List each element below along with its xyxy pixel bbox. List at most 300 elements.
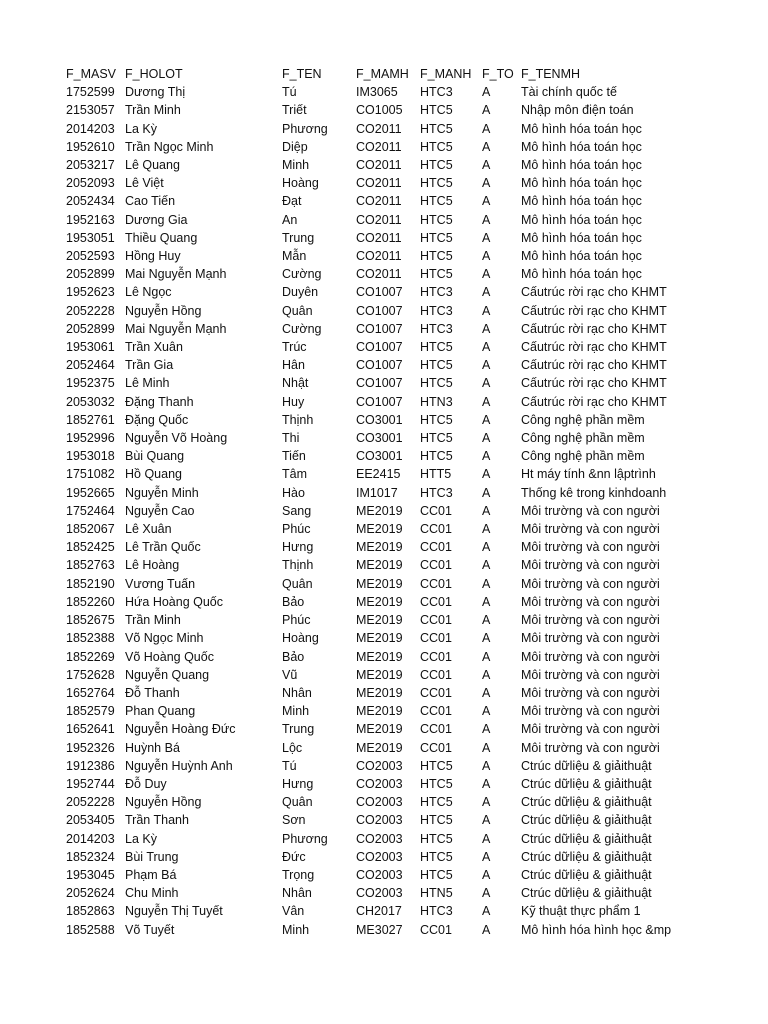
- cell-tenmh: Công nghệ phần mềm: [521, 449, 645, 464]
- cell-manh: CC01: [420, 922, 452, 937]
- cell-ten: Hưng: [282, 776, 314, 791]
- table-row: [66, 520, 691, 538]
- cell-masv: 2053032: [66, 394, 115, 409]
- cell-tenmh: Ctrúc dữliệu & giảithuật: [521, 831, 652, 846]
- cell-to: A: [482, 103, 491, 118]
- table-row: [66, 174, 691, 192]
- cell-holot: Thiều Quang: [125, 230, 198, 245]
- cell-manh: HTC5: [420, 358, 453, 373]
- cell-tenmh: Môi trường và con người: [521, 685, 660, 700]
- cell-tenmh: Mô hình hóa toán học: [521, 212, 642, 227]
- cell-to: A: [482, 613, 491, 628]
- cell-holot: Võ Ngọc Minh: [125, 631, 204, 646]
- cell-masv: 1652764: [66, 685, 115, 700]
- cell-manh: CC01: [420, 522, 452, 537]
- cell-ten: Huy: [282, 394, 305, 409]
- cell-holot: La Kỳ: [125, 121, 157, 136]
- cell-to: A: [482, 722, 491, 737]
- cell-mamh: CO1007: [356, 340, 403, 355]
- cell-mamh: ME2019: [356, 540, 403, 555]
- cell-manh: HTC5: [420, 267, 453, 282]
- cell-masv: 1912386: [66, 758, 115, 773]
- cell-masv: 2153057: [66, 103, 115, 118]
- cell-to: A: [482, 340, 491, 355]
- cell-mamh: CO3001: [356, 449, 403, 464]
- cell-masv: 2052899: [66, 267, 115, 282]
- cell-tenmh: Môi trường và con người: [521, 540, 660, 555]
- cell-mamh: CO2003: [356, 813, 403, 828]
- cell-mamh: CO2011: [356, 158, 402, 173]
- table-row: [66, 211, 691, 229]
- cell-masv: 2053405: [66, 813, 115, 828]
- table-row: [66, 793, 691, 811]
- cell-mamh: ME2019: [356, 667, 403, 682]
- column-header-manh: F_MANH: [420, 67, 472, 81]
- cell-to: A: [482, 522, 491, 537]
- cell-tenmh: Môi trường và con người: [521, 649, 660, 664]
- cell-manh: CC01: [420, 704, 452, 719]
- spreadsheet-page: [66, 65, 691, 939]
- cell-manh: HTC5: [420, 813, 453, 828]
- table-row: [66, 902, 691, 920]
- table-row: [66, 884, 691, 902]
- cell-manh: HTC5: [420, 849, 453, 864]
- cell-to: A: [482, 631, 491, 646]
- cell-mamh: ME2019: [356, 722, 403, 737]
- cell-masv: 1852579: [66, 704, 115, 719]
- cell-tenmh: Môi trường và con người: [521, 667, 660, 682]
- cell-holot: Nguyễn Cao: [125, 503, 195, 518]
- cell-tenmh: Cấutrúc rời rạc cho KHMT: [521, 285, 667, 300]
- cell-masv: 1952623: [66, 285, 115, 300]
- cell-tenmh: Cấutrúc rời rạc cho KHMT: [521, 358, 667, 373]
- cell-manh: HTC5: [420, 176, 453, 191]
- cell-to: A: [482, 576, 491, 591]
- cell-to: A: [482, 886, 491, 901]
- table-row: [66, 465, 691, 483]
- cell-to: A: [482, 740, 491, 755]
- cell-ten: Lộc: [282, 740, 303, 755]
- cell-manh: CC01: [420, 667, 452, 682]
- cell-masv: 1952326: [66, 740, 115, 755]
- cell-mamh: CO2003: [356, 849, 403, 864]
- cell-masv: 1852190: [66, 576, 115, 591]
- cell-manh: CC01: [420, 685, 452, 700]
- cell-masv: 1952744: [66, 776, 115, 791]
- cell-holot: Huỳnh Bá: [125, 740, 180, 755]
- cell-mamh: ME2019: [356, 613, 403, 628]
- cell-ten: Diệp: [282, 139, 308, 154]
- table-row: [66, 229, 691, 247]
- table-row: [66, 356, 691, 374]
- cell-ten: Trọng: [282, 867, 315, 882]
- cell-tenmh: Mô hình hóa toán học: [521, 158, 642, 173]
- cell-holot: Bùi Quang: [125, 449, 185, 464]
- cell-to: A: [482, 467, 491, 482]
- cell-masv: 2052228: [66, 795, 115, 810]
- cell-mamh: CO3001: [356, 431, 403, 446]
- cell-manh: CC01: [420, 613, 452, 628]
- cell-ten: Thịnh: [282, 412, 314, 427]
- cell-mamh: CO2003: [356, 886, 403, 901]
- cell-to: A: [482, 394, 491, 409]
- column-header-masv: F_MASV: [66, 67, 117, 81]
- cell-tenmh: Môi trường và con người: [521, 576, 660, 591]
- table-row: [66, 338, 691, 356]
- cell-tenmh: Ctrúc dữliệu & giảithuật: [521, 886, 652, 901]
- cell-manh: HTC3: [420, 303, 453, 318]
- cell-masv: 1953045: [66, 867, 115, 882]
- cell-to: A: [482, 922, 491, 937]
- table-row: [66, 283, 691, 301]
- cell-tenmh: Mô hình hóa toán học: [521, 139, 642, 154]
- table-row: [66, 593, 691, 611]
- cell-holot: Vương Tuấn: [125, 576, 196, 591]
- cell-mamh: ME2019: [356, 503, 403, 518]
- cell-to: A: [482, 158, 491, 173]
- table-row: [66, 393, 691, 411]
- cell-to: A: [482, 194, 491, 209]
- cell-manh: HTC3: [420, 485, 453, 500]
- cell-ten: Tâm: [282, 467, 307, 482]
- table-row: [66, 575, 691, 593]
- cell-masv: 1952996: [66, 431, 115, 446]
- cell-to: A: [482, 267, 491, 282]
- cell-ten: Quân: [282, 303, 313, 318]
- cell-holot: Chu Minh: [125, 886, 179, 901]
- cell-ten: Tiến: [282, 449, 306, 464]
- cell-mamh: CO1007: [356, 358, 403, 373]
- table-row: [66, 921, 691, 939]
- cell-to: A: [482, 176, 491, 191]
- cell-to: A: [482, 594, 491, 609]
- cell-mamh: IM3065: [356, 85, 398, 100]
- cell-tenmh: Kỹ thuật thực phẩm 1: [521, 904, 641, 919]
- cell-mamh: ME2019: [356, 685, 403, 700]
- cell-to: A: [482, 249, 491, 264]
- cell-mamh: CO1007: [356, 321, 403, 336]
- cell-masv: 1852425: [66, 540, 115, 555]
- cell-holot: Trần Gia: [125, 358, 174, 373]
- cell-tenmh: Ctrúc dữliệu & giảithuật: [521, 795, 652, 810]
- cell-to: A: [482, 540, 491, 555]
- cell-tenmh: Công nghệ phần mềm: [521, 431, 645, 446]
- cell-manh: CC01: [420, 631, 452, 646]
- cell-mamh: CO2011: [356, 176, 402, 191]
- cell-manh: CC01: [420, 722, 452, 737]
- cell-ten: Đức: [282, 849, 306, 864]
- cell-holot: La Kỳ: [125, 831, 157, 846]
- cell-holot: Mai Nguyễn Mạnh: [125, 267, 227, 282]
- cell-ten: Trung: [282, 722, 315, 737]
- cell-masv: 1852763: [66, 558, 115, 573]
- cell-holot: Dương Thị: [125, 85, 186, 100]
- cell-mamh: CO2011: [356, 230, 402, 245]
- cell-masv: 1852067: [66, 522, 115, 537]
- cell-manh: CC01: [420, 740, 452, 755]
- cell-manh: HTC5: [420, 376, 453, 391]
- cell-tenmh: Cấutrúc rời rạc cho KHMT: [521, 303, 667, 318]
- cell-holot: Dương Gia: [125, 212, 188, 227]
- cell-to: A: [482, 813, 491, 828]
- cell-masv: 1852675: [66, 613, 115, 628]
- cell-tenmh: Công nghệ phần mềm: [521, 412, 645, 427]
- table-row: [66, 629, 691, 647]
- cell-ten: Quân: [282, 576, 313, 591]
- cell-holot: Trần Ngọc Minh: [125, 139, 214, 154]
- cell-to: A: [482, 831, 491, 846]
- cell-manh: HTC5: [420, 212, 453, 227]
- cell-ten: Nhân: [282, 886, 312, 901]
- cell-to: A: [482, 776, 491, 791]
- table-row: [66, 666, 691, 684]
- cell-tenmh: Cấutrúc rời rạc cho KHMT: [521, 340, 667, 355]
- cell-mamh: ME2019: [356, 558, 403, 573]
- table-row: [66, 484, 691, 502]
- cell-manh: HTC5: [420, 758, 453, 773]
- cell-to: A: [482, 376, 491, 391]
- cell-manh: HTC5: [420, 795, 453, 810]
- cell-to: A: [482, 285, 491, 300]
- table-row: [66, 775, 691, 793]
- cell-to: A: [482, 139, 491, 154]
- cell-manh: HTC5: [420, 194, 453, 209]
- cell-manh: CC01: [420, 594, 452, 609]
- column-header-holot: F_HOLOT: [125, 67, 183, 81]
- cell-masv: 2052434: [66, 194, 115, 209]
- cell-ten: Trúc: [282, 340, 307, 355]
- cell-ten: Hào: [282, 485, 305, 500]
- cell-mamh: CO1005: [356, 103, 403, 118]
- cell-ten: Bảo: [282, 594, 305, 609]
- table-row: [66, 757, 691, 775]
- cell-manh: HTN3: [420, 394, 453, 409]
- cell-manh: HTC5: [420, 158, 453, 173]
- cell-holot: Lê Quang: [125, 158, 180, 173]
- table-row: [66, 811, 691, 829]
- cell-to: A: [482, 358, 491, 373]
- cell-holot: Đặng Quốc: [125, 412, 189, 427]
- cell-ten: Vân: [282, 904, 305, 919]
- table-row: [66, 611, 691, 629]
- cell-manh: HTC5: [420, 776, 453, 791]
- table-row: [66, 192, 691, 210]
- cell-tenmh: Ht máy tính &nn lậptrình: [521, 467, 656, 482]
- cell-ten: Đạt: [282, 194, 302, 209]
- cell-ten: Hân: [282, 358, 305, 373]
- cell-masv: 1952610: [66, 139, 115, 154]
- cell-tenmh: Cấutrúc rời rạc cho KHMT: [521, 321, 667, 336]
- table-row: [66, 411, 691, 429]
- header-row: [66, 65, 691, 83]
- cell-tenmh: Môi trường và con người: [521, 594, 660, 609]
- table-row: [66, 866, 691, 884]
- table-row: [66, 265, 691, 283]
- cell-holot: Nguyễn Quang: [125, 667, 210, 682]
- cell-mamh: CO2011: [356, 267, 402, 282]
- cell-tenmh: Ctrúc dữliệu & giảithuật: [521, 758, 652, 773]
- cell-tenmh: Mô hình hóa toán học: [521, 121, 642, 136]
- cell-holot: Đỗ Duy: [125, 776, 167, 791]
- cell-masv: 2014203: [66, 831, 115, 846]
- cell-holot: Nguyễn Huỳnh Anh: [125, 758, 233, 773]
- column-header-mamh: F_MAMH: [356, 67, 409, 81]
- cell-masv: 1952375: [66, 376, 115, 391]
- cell-mamh: CO1007: [356, 285, 403, 300]
- cell-ten: Vũ: [282, 667, 298, 682]
- cell-to: A: [482, 904, 491, 919]
- cell-holot: Trần Minh: [125, 103, 181, 118]
- cell-tenmh: Mô hình hóa toán học: [521, 267, 642, 282]
- cell-tenmh: Cấutrúc rời rạc cho KHMT: [521, 394, 667, 409]
- table-row: [66, 556, 691, 574]
- cell-manh: CC01: [420, 558, 452, 573]
- cell-holot: Cao Tiến: [125, 194, 176, 209]
- column-header-ten: F_TEN: [282, 67, 322, 81]
- cell-to: A: [482, 230, 491, 245]
- cell-holot: Mai Nguyễn Mạnh: [125, 321, 227, 336]
- cell-ten: Thi: [282, 431, 300, 446]
- cell-manh: HTC3: [420, 321, 453, 336]
- cell-to: A: [482, 849, 491, 864]
- cell-manh: HTC3: [420, 285, 453, 300]
- cell-ten: Trung: [282, 230, 315, 245]
- cell-manh: HTN5: [420, 886, 453, 901]
- cell-to: A: [482, 558, 491, 573]
- cell-masv: 2052093: [66, 176, 115, 191]
- cell-masv: 2052228: [66, 303, 115, 318]
- cell-ten: An: [282, 212, 298, 227]
- cell-mamh: CO3001: [356, 412, 403, 427]
- cell-ten: Tú: [282, 85, 297, 100]
- student-course-table: [66, 65, 691, 939]
- cell-holot: Bùi Trung: [125, 849, 179, 864]
- cell-holot: Hứa Hoàng Quốc: [125, 594, 224, 609]
- table-row: [66, 302, 691, 320]
- cell-tenmh: Môi trường và con người: [521, 613, 660, 628]
- table-row: [66, 848, 691, 866]
- cell-ten: Triết: [282, 103, 307, 118]
- cell-to: A: [482, 303, 491, 318]
- cell-tenmh: Môi trường và con người: [521, 740, 660, 755]
- cell-mamh: ME3027: [356, 922, 403, 937]
- cell-to: A: [482, 85, 491, 100]
- cell-tenmh: Môi trường và con người: [521, 522, 660, 537]
- cell-tenmh: Mô hình hóa toán học: [521, 194, 642, 209]
- cell-masv: 1953051: [66, 230, 115, 245]
- cell-mamh: ME2019: [356, 522, 403, 537]
- cell-tenmh: Môi trường và con người: [521, 503, 660, 518]
- cell-masv: 1852269: [66, 649, 115, 664]
- column-header-tenmh: F_TENMH: [521, 67, 581, 81]
- cell-manh: HTC5: [420, 340, 453, 355]
- cell-ten: Hoàng: [282, 176, 319, 191]
- cell-ten: Cường: [282, 267, 322, 282]
- cell-tenmh: Mô hình hóa toán học: [521, 249, 642, 264]
- cell-tenmh: Môi trường và con người: [521, 704, 660, 719]
- table-row: [66, 320, 691, 338]
- column-header-to: F_TO: [482, 67, 514, 81]
- table-row: [66, 429, 691, 447]
- cell-tenmh: Mô hình hóa hình học &mp: [521, 922, 672, 937]
- cell-tenmh: Ctrúc dữliệu & giảithuật: [521, 776, 652, 791]
- cell-masv: 1953061: [66, 340, 115, 355]
- cell-holot: Đặng Thanh: [125, 394, 194, 409]
- cell-masv: 1652641: [66, 722, 115, 737]
- cell-mamh: CO2003: [356, 758, 403, 773]
- cell-mamh: EE2415: [356, 467, 401, 482]
- cell-holot: Nguyễn Minh: [125, 485, 199, 500]
- cell-masv: 1852388: [66, 631, 115, 646]
- cell-holot: Lê Minh: [125, 376, 170, 391]
- cell-ten: Phương: [282, 121, 328, 136]
- cell-holot: Đỗ Thanh: [125, 685, 180, 700]
- cell-tenmh: Môi trường và con người: [521, 558, 660, 573]
- cell-manh: CC01: [420, 540, 452, 555]
- cell-masv: 2014203: [66, 121, 115, 136]
- cell-manh: HTC5: [420, 867, 453, 882]
- cell-manh: HTC5: [420, 103, 453, 118]
- cell-mamh: ME2019: [356, 704, 403, 719]
- cell-mamh: CO2011: [356, 194, 402, 209]
- cell-holot: Nguyễn Hồng: [125, 795, 202, 810]
- cell-manh: HTC5: [420, 831, 453, 846]
- cell-to: A: [482, 449, 491, 464]
- cell-holot: Hồ Quang: [125, 467, 182, 482]
- table-row: [66, 648, 691, 666]
- cell-ten: Thịnh: [282, 558, 314, 573]
- cell-masv: 1852588: [66, 922, 115, 937]
- cell-to: A: [482, 649, 491, 664]
- cell-masv: 2052624: [66, 886, 115, 901]
- cell-mamh: CO2003: [356, 867, 403, 882]
- cell-holot: Võ Hoàng Quốc: [125, 649, 214, 664]
- cell-masv: 1752628: [66, 667, 115, 682]
- cell-manh: CC01: [420, 649, 452, 664]
- cell-ten: Phúc: [282, 522, 311, 537]
- cell-masv: 2053217: [66, 158, 115, 173]
- cell-ten: Hưng: [282, 540, 314, 555]
- table-row: [66, 720, 691, 738]
- table-row: [66, 702, 691, 720]
- cell-to: A: [482, 503, 491, 518]
- cell-mamh: IM1017: [356, 485, 398, 500]
- table-row: [66, 83, 691, 101]
- cell-holot: Võ Tuyết: [125, 922, 175, 937]
- cell-masv: 2052593: [66, 249, 115, 264]
- cell-to: A: [482, 758, 491, 773]
- cell-manh: CC01: [420, 503, 452, 518]
- cell-ten: Hoàng: [282, 631, 319, 646]
- cell-tenmh: Ctrúc dữliệu & giảithuật: [521, 849, 652, 864]
- cell-manh: HTC3: [420, 904, 453, 919]
- cell-to: A: [482, 485, 491, 500]
- cell-masv: 1852260: [66, 594, 115, 609]
- table-row: [66, 739, 691, 757]
- table-row: [66, 538, 691, 556]
- cell-holot: Lê Hoàng: [125, 558, 180, 573]
- table-row: [66, 374, 691, 392]
- cell-mamh: ME2019: [356, 594, 403, 609]
- cell-holot: Lê Xuân: [125, 522, 172, 537]
- cell-to: A: [482, 121, 491, 136]
- cell-holot: Nguyễn Võ Hoàng: [125, 431, 228, 446]
- cell-tenmh: Môi trường và con người: [521, 631, 660, 646]
- cell-manh: HTC5: [420, 230, 453, 245]
- cell-mamh: CO2003: [356, 795, 403, 810]
- cell-mamh: CO2011: [356, 139, 402, 154]
- cell-masv: 1852863: [66, 904, 115, 919]
